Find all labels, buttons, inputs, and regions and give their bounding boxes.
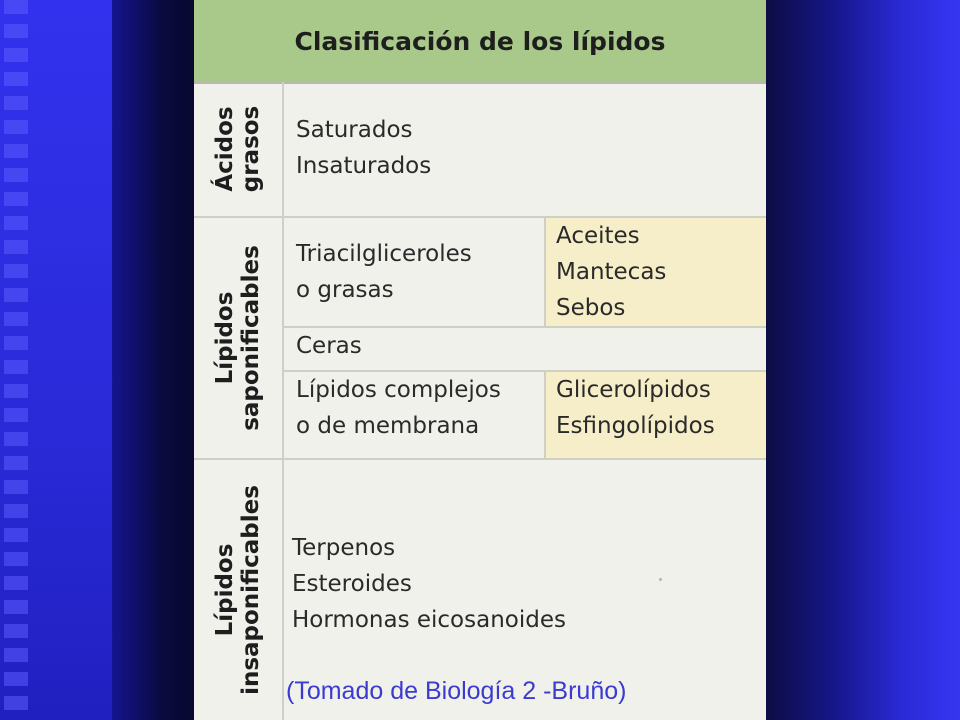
row-label-acidos-grasos: Ácidos grasos <box>194 82 284 218</box>
list-item: Hormonas eicosanoides <box>292 607 566 633</box>
table-title: Clasificación de los lípidos <box>294 26 666 56</box>
table-header <box>194 0 766 84</box>
speck <box>659 578 662 581</box>
list-item: Mantecas <box>556 259 667 285</box>
list-item: Saturados <box>296 117 413 143</box>
list-item: Aceites <box>556 223 640 249</box>
source-credit: (Tomado de Biología 2 -Bruño) <box>286 677 627 705</box>
row-label-lipidos-insaponificables: Lípidos insaponificables <box>194 460 284 720</box>
right-background <box>766 0 960 720</box>
triacilgliceroles-cell: Triacilgliceroles o grasas <box>284 218 544 328</box>
list-item: Glicerolípidos <box>556 377 711 403</box>
ceras-cell: Ceras <box>284 328 766 372</box>
insaponificables-cell <box>284 460 766 675</box>
lipidos-complejos-cell: Lípidos complejos o de membrana <box>284 372 544 460</box>
grasas-types-cell <box>544 218 766 328</box>
lipids-table <box>194 0 766 720</box>
list-item: Esfingolípidos <box>556 413 715 439</box>
dark-stripe <box>112 0 194 720</box>
list-item: Sebos <box>556 295 626 321</box>
acidos-grasos-cell <box>284 82 766 218</box>
decorative-squares <box>4 0 28 720</box>
row-label-lipidos-saponificables: Lípidos saponificables <box>194 218 284 460</box>
list-item: Esteroides <box>292 571 412 597</box>
list-item: Terpenos <box>292 535 396 561</box>
complejos-types-cell <box>544 372 766 460</box>
list-item: Insaturados <box>296 153 432 179</box>
